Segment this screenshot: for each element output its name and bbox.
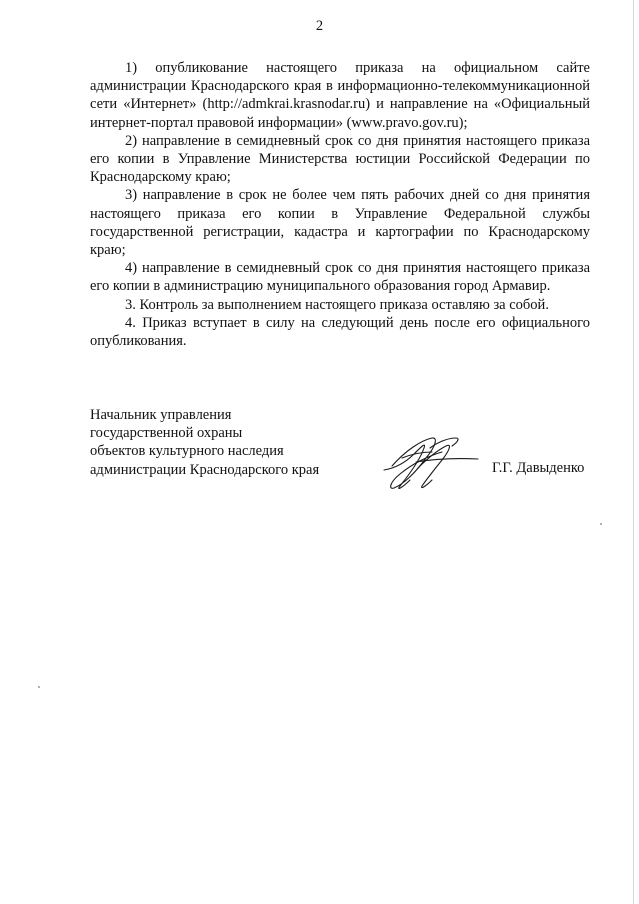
signer-position-line: объектов культурного наследия <box>90 443 284 460</box>
paragraph-ministry-of-justice: 2) направление в семидневный срок со дня принятия настоящего приказа его копии в Управление Министерства юстиции Российской Федерации по Краснодарскому краю; <box>90 132 590 186</box>
paragraph-armavir-administration: 4) направление в семидневный срок со дня принятия настоящего приказа его копии в администрацию муниципального образования город Армавир. <box>90 260 590 295</box>
scan-edge-line <box>633 0 634 904</box>
signer-position-line: администрации Краснодарского края <box>90 461 320 478</box>
paragraph-control: 3. Контроль за выполнением настоящего приказа оставляю за собой. <box>125 296 549 313</box>
handwritten-signature <box>372 428 482 494</box>
signer-position <box>90 406 340 479</box>
signer-position-line: Начальник управления <box>90 407 232 423</box>
scan-speck <box>600 523 602 525</box>
signer-name: Г.Г. Давыденко <box>492 460 585 476</box>
paragraph-publication: 1) опубликование настоящего приказа на официальном сайте администрации Краснодарского края в информационно-телекоммуникационной сети «Интернет» (http://admkrai.krasnodar.ru) и направление на «Официальный интернет-портал правовой информации» (www.pravo.gov.ru); <box>90 60 590 131</box>
page-number: 2 <box>315 18 324 34</box>
paragraph-effective-date: 4. Приказ вступает в силу на следующий день после его официального опубликования. <box>90 314 590 350</box>
order-body <box>90 59 590 350</box>
signer-position-line: государственной охраны <box>90 425 243 442</box>
scan-speck <box>38 686 40 688</box>
paragraph-rosreestr: 3) направление в срок не более чем пять рабочих дней со дня принятия настоящего приказа его копии в Управление Федеральной службы государственной регистрации, кадастра и картографии по Краснодарскому краю; <box>90 187 590 259</box>
